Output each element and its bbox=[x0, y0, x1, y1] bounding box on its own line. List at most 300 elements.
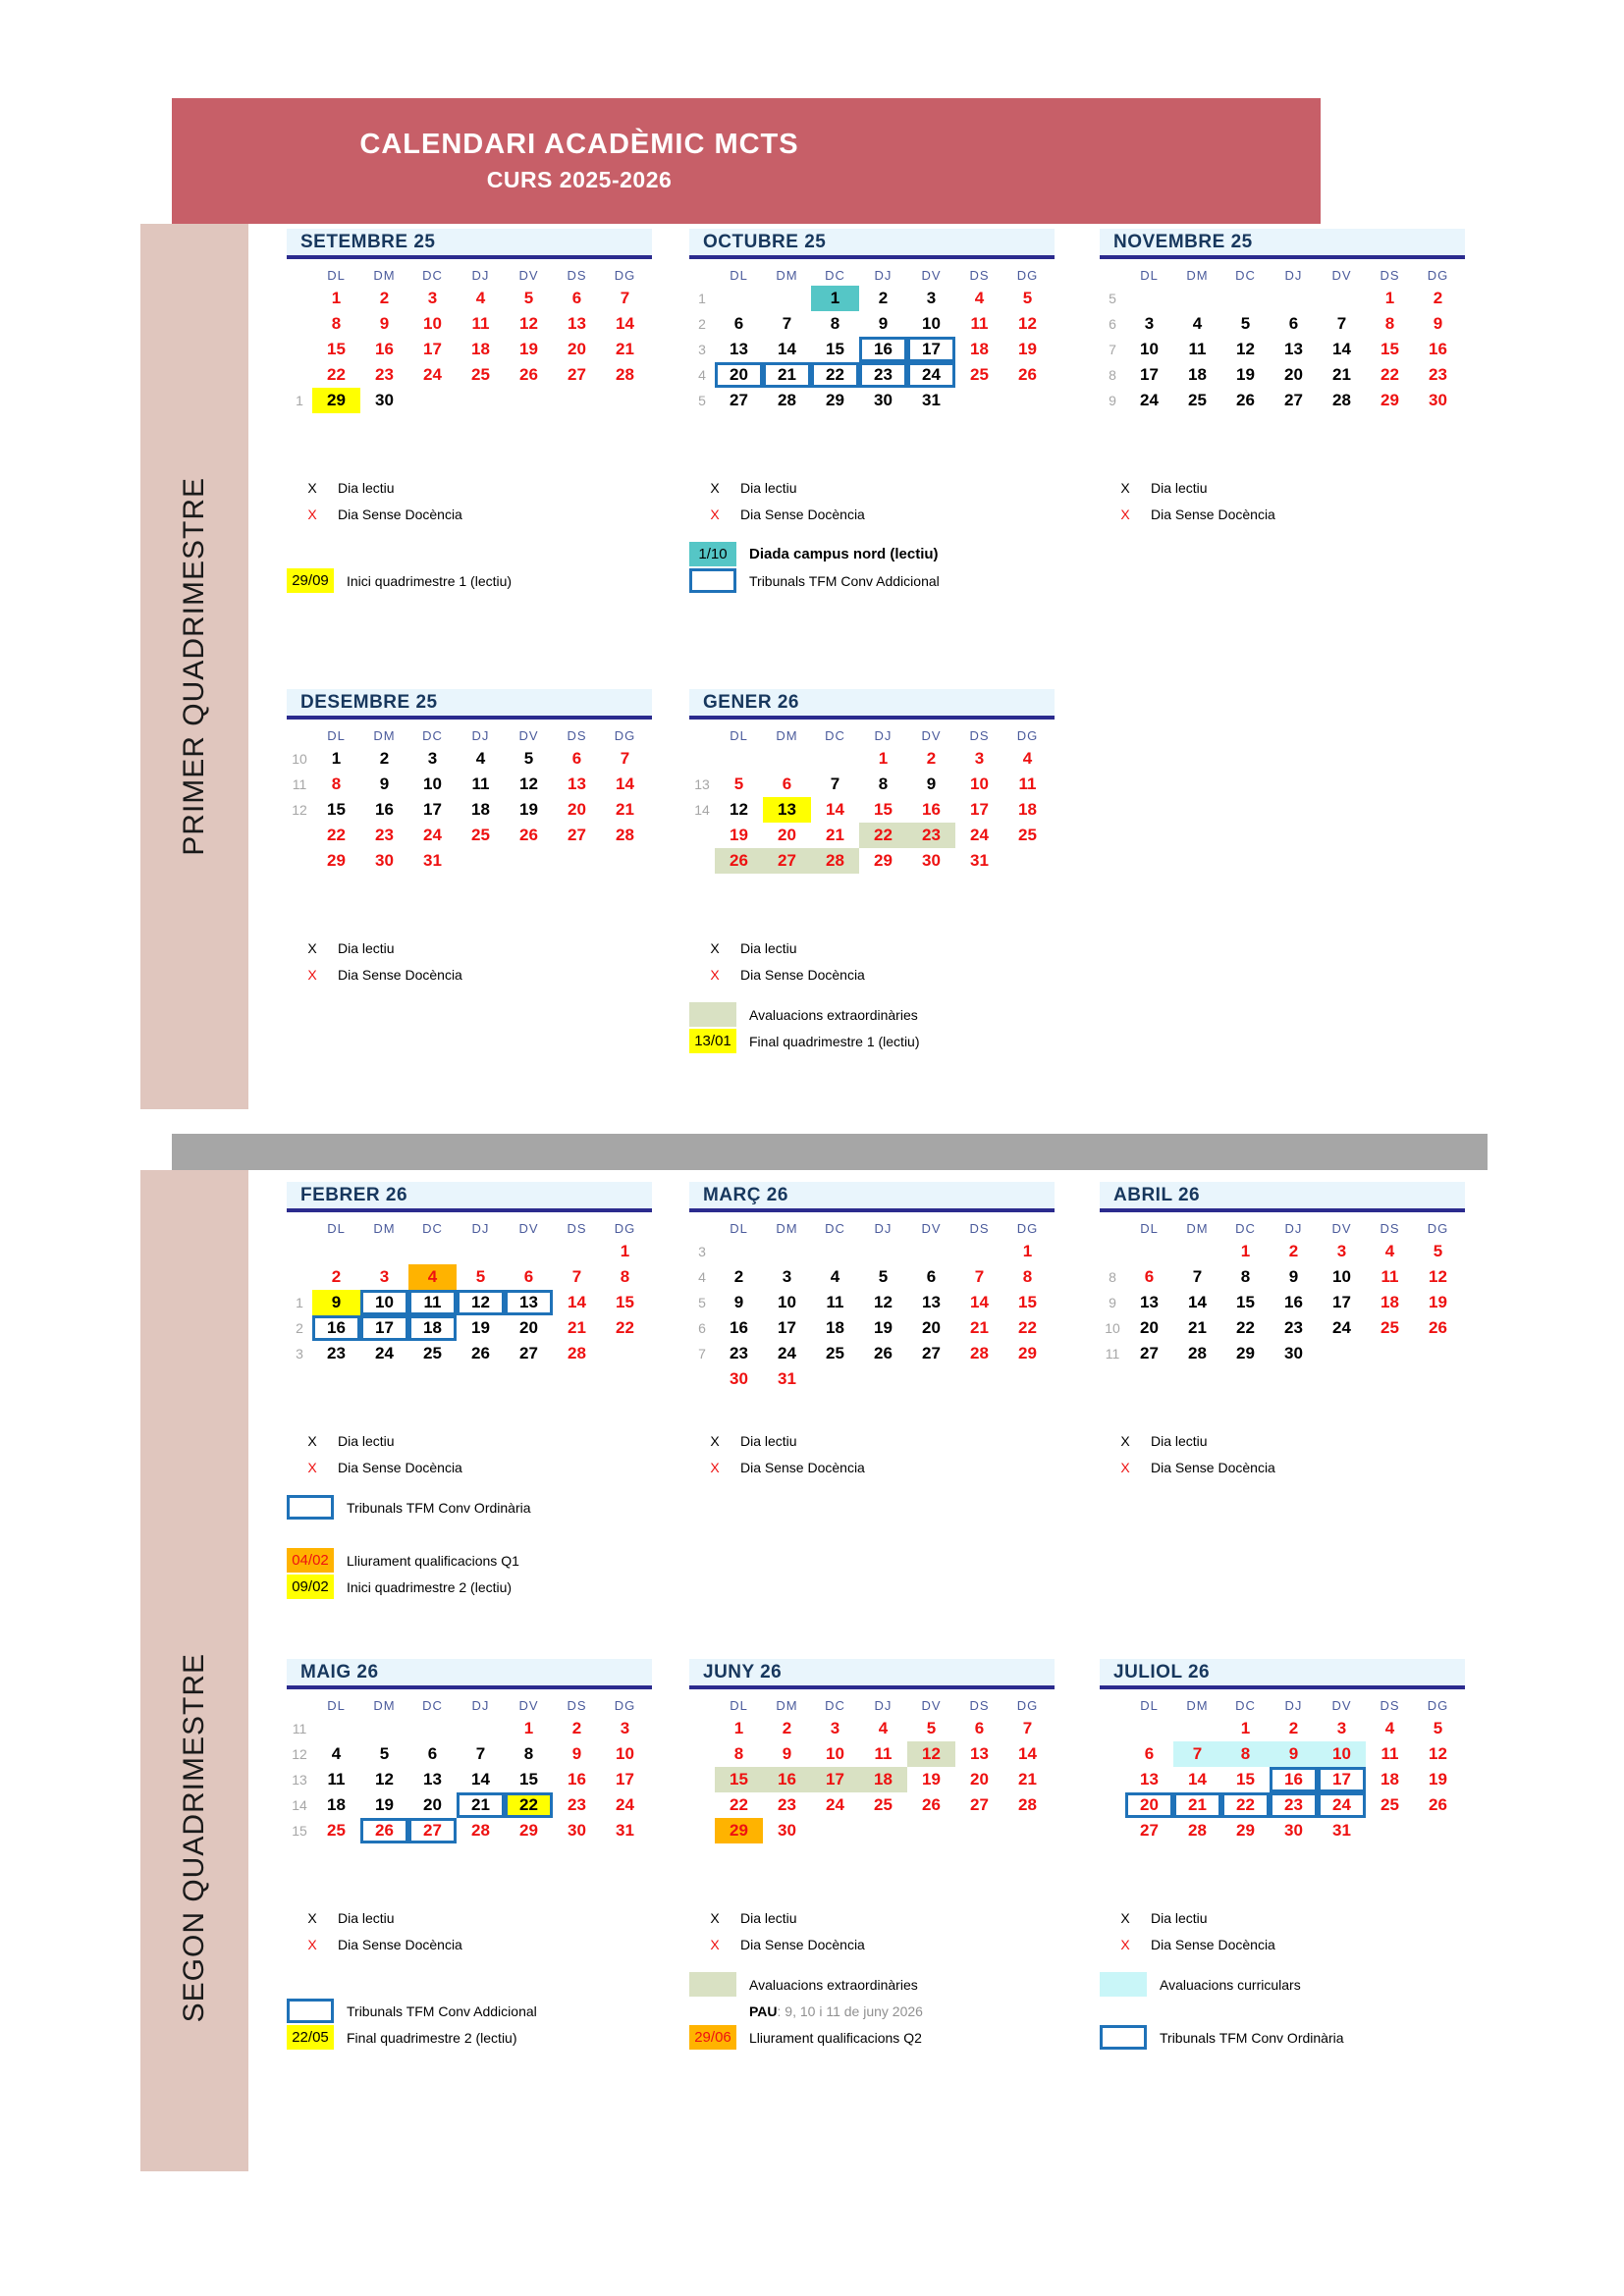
day-cell: 20 bbox=[568, 800, 586, 819]
week-number-cell bbox=[287, 848, 312, 874]
legend-label: Dia lectiu bbox=[338, 1432, 395, 1449]
legend-label: Dia lectiu bbox=[740, 939, 797, 956]
page-title: CALENDARI ACADÈMIC MCTS bbox=[359, 129, 799, 160]
day-cell: 23 bbox=[859, 362, 907, 388]
calendar-grid bbox=[287, 264, 649, 413]
day-cell: 4 bbox=[974, 289, 985, 307]
legend-extra-row bbox=[689, 1001, 918, 1028]
day-cell: 21 bbox=[970, 1318, 989, 1337]
lectiu-x-mark: X bbox=[307, 939, 317, 956]
weeknum-header-cell bbox=[1100, 1694, 1125, 1716]
day-cell: 23 bbox=[907, 823, 955, 848]
legend-extra-row bbox=[287, 1998, 537, 2024]
day-cell: 29 bbox=[1236, 1344, 1255, 1362]
day-cell bbox=[859, 1239, 907, 1264]
legend-row bbox=[689, 1904, 865, 1931]
weeknum-header-cell bbox=[689, 264, 715, 286]
week-row bbox=[287, 1315, 649, 1341]
week-number-cell bbox=[689, 848, 715, 874]
legend-swatch-green bbox=[689, 1002, 736, 1027]
week-row bbox=[689, 1716, 1052, 1741]
day-cell: 5 bbox=[379, 1744, 390, 1763]
week-number-cell bbox=[287, 311, 312, 337]
day-cell bbox=[907, 1818, 955, 1843]
week-row bbox=[1100, 311, 1462, 337]
legend-row bbox=[287, 934, 462, 961]
day-cell: 25 bbox=[423, 1344, 442, 1362]
day-cell: 26 bbox=[715, 848, 763, 874]
day-cell bbox=[763, 746, 811, 772]
weeknum-header-cell bbox=[689, 724, 715, 746]
day-cell: 8 bbox=[830, 314, 840, 333]
weekday-cell: DC bbox=[422, 1697, 443, 1713]
week-row bbox=[1100, 1792, 1462, 1818]
legend-row bbox=[1100, 1904, 1275, 1931]
day-cell bbox=[859, 1818, 907, 1843]
week-number-cell bbox=[689, 1366, 715, 1392]
day-cell: 24 bbox=[1332, 1318, 1351, 1337]
weekday-cell: DJ bbox=[874, 727, 893, 743]
day-cell: 31 bbox=[922, 391, 941, 409]
sense-docencia-x-mark: X bbox=[307, 1936, 317, 1952]
week-number-cell: 3 bbox=[698, 342, 706, 357]
day-cell: 27 bbox=[922, 1344, 941, 1362]
weekday-cell: DC bbox=[825, 1220, 845, 1236]
legend-swatch-bluebox bbox=[689, 568, 736, 593]
day-cell: 20 bbox=[1284, 365, 1303, 384]
legend-base bbox=[1100, 474, 1275, 527]
day-cell: 2 bbox=[379, 289, 390, 307]
weekday-cell: DS bbox=[969, 1697, 990, 1713]
weekday-cell: DJ bbox=[874, 1697, 893, 1713]
month-gener bbox=[689, 689, 1055, 1049]
legend-extra-label: Diada campus nord (lectiu) bbox=[749, 546, 939, 562]
day-cell: 1 bbox=[811, 286, 859, 311]
day-cell: 26 bbox=[922, 1795, 941, 1814]
day-cell: 15 bbox=[1236, 1770, 1255, 1789]
week-number-cell bbox=[287, 286, 312, 311]
legend-row bbox=[287, 1931, 462, 1957]
week-row bbox=[1100, 337, 1462, 362]
weekday-cell: DJ bbox=[1284, 1220, 1303, 1236]
legend-label: Dia Sense Docència bbox=[338, 1936, 462, 1952]
day-cell: 21 bbox=[568, 1318, 586, 1337]
day-cell: 5 bbox=[926, 1719, 937, 1737]
day-cell: 28 bbox=[616, 826, 634, 844]
weekday-cell: DS bbox=[969, 727, 990, 743]
weekday-cell: DJ bbox=[471, 1697, 490, 1713]
calendar-grid bbox=[287, 724, 649, 874]
weekday-cell: DM bbox=[1186, 267, 1209, 283]
calendar-grid bbox=[287, 1217, 649, 1366]
weekday-cell: DL bbox=[1140, 267, 1159, 283]
day-cell: 25 bbox=[970, 365, 989, 384]
day-cell: 22 bbox=[616, 1318, 634, 1337]
day-cell: 16 bbox=[763, 1767, 811, 1792]
day-cell: 4 bbox=[331, 1744, 342, 1763]
week-row bbox=[287, 1818, 649, 1843]
day-cell: 22 bbox=[1380, 365, 1399, 384]
week-number-cell: 5 bbox=[698, 393, 706, 408]
legend-base bbox=[1100, 1427, 1275, 1480]
weekday-cell: DM bbox=[776, 1220, 798, 1236]
day-cell: 7 bbox=[571, 1267, 582, 1286]
day-cell: 14 bbox=[1018, 1744, 1037, 1763]
week-number-cell: 11 bbox=[292, 776, 307, 792]
week-row bbox=[287, 797, 649, 823]
week-number-cell: 11 bbox=[1105, 1346, 1120, 1362]
day-cell: 6 bbox=[523, 1267, 534, 1286]
weeknum-header-cell bbox=[287, 724, 312, 746]
day-cell: 6 bbox=[571, 289, 582, 307]
week-row bbox=[689, 746, 1052, 772]
legend-row bbox=[1100, 501, 1275, 527]
legend-swatch-bluebox bbox=[1100, 2025, 1147, 2050]
legend-extra-row bbox=[287, 2024, 517, 2051]
day-cell: 3 bbox=[1336, 1242, 1347, 1260]
lectiu-x-mark: X bbox=[307, 479, 317, 496]
day-cell: 14 bbox=[970, 1293, 989, 1311]
week-row bbox=[287, 1341, 649, 1366]
legend-extra-row bbox=[689, 567, 940, 594]
week-number-cell: 8 bbox=[1109, 367, 1116, 383]
weekday-cell: DG bbox=[614, 267, 636, 283]
month-maig bbox=[287, 1659, 652, 2046]
weeknum-header-cell bbox=[287, 1217, 312, 1239]
legend-swatch-yellow: 22/05 bbox=[287, 2025, 334, 2050]
day-cell: 24 bbox=[375, 1344, 394, 1362]
day-cell: 1 bbox=[1022, 1242, 1033, 1260]
day-cell: 16 bbox=[730, 1318, 748, 1337]
lectiu-x-mark: X bbox=[710, 1432, 720, 1449]
day-cell: 8 bbox=[620, 1267, 630, 1286]
day-cell: 11 bbox=[1018, 774, 1037, 793]
day-cell: 17 bbox=[907, 337, 955, 362]
week-number-cell: 11 bbox=[292, 1721, 307, 1736]
weekday-cell: DL bbox=[730, 1220, 748, 1236]
day-cell: 8 bbox=[1022, 1267, 1033, 1286]
week-number-cell bbox=[689, 1818, 715, 1843]
weekday-cell: DS bbox=[567, 1697, 587, 1713]
month-title: MAIG 26 bbox=[287, 1659, 652, 1689]
day-cell: 8 bbox=[331, 774, 342, 793]
legend-swatch-cyan bbox=[1100, 1972, 1147, 1997]
weekday-header-row bbox=[689, 264, 1052, 286]
day-cell: 3 bbox=[1144, 314, 1155, 333]
weekday-header-row bbox=[1100, 1694, 1462, 1716]
weekday-cell: DV bbox=[921, 727, 942, 743]
day-cell: 24 bbox=[826, 1795, 844, 1814]
day-cell: 12 bbox=[1429, 1267, 1447, 1286]
day-cell: 24 bbox=[616, 1795, 634, 1814]
weekday-cell: DS bbox=[969, 267, 990, 283]
day-cell: 16 bbox=[1284, 1293, 1303, 1311]
legend-extra-row bbox=[689, 1028, 920, 1054]
day-cell: 22 bbox=[1221, 1792, 1270, 1818]
day-cell: 8 bbox=[1384, 314, 1395, 333]
day-cell: 5 bbox=[475, 1267, 486, 1286]
lectiu-x-mark: X bbox=[1120, 1432, 1130, 1449]
day-cell: 4 bbox=[878, 1719, 889, 1737]
day-cell bbox=[907, 1366, 955, 1392]
weekday-cell: DV bbox=[921, 267, 942, 283]
lectiu-x-mark: X bbox=[1120, 479, 1130, 496]
day-cell: 9 bbox=[926, 774, 937, 793]
week-number-cell bbox=[287, 337, 312, 362]
day-cell: 30 bbox=[874, 391, 893, 409]
week-row bbox=[689, 797, 1052, 823]
weeknum-header-cell bbox=[287, 264, 312, 286]
day-cell: 10 bbox=[423, 774, 442, 793]
weekday-cell: DM bbox=[776, 1697, 798, 1713]
day-cell: 30 bbox=[778, 1821, 796, 1840]
week-row bbox=[1100, 1341, 1462, 1366]
day-cell: 24 bbox=[970, 826, 989, 844]
day-cell: 16 bbox=[859, 337, 907, 362]
legend-extra-label: Tribunals TFM Conv Ordinària bbox=[1160, 2029, 1344, 2046]
day-cell bbox=[811, 746, 859, 772]
week-row bbox=[287, 286, 649, 311]
weekday-cell: DM bbox=[373, 1220, 396, 1236]
week-row bbox=[1100, 1741, 1462, 1767]
day-cell: 31 bbox=[423, 851, 442, 870]
weekday-cell: DM bbox=[776, 727, 798, 743]
week-number-cell: 14 bbox=[292, 1797, 307, 1813]
weekday-cell: DL bbox=[730, 1697, 748, 1713]
weekday-cell: DC bbox=[422, 1220, 443, 1236]
day-cell: 18 bbox=[327, 1795, 346, 1814]
day-cell: 16 bbox=[375, 340, 394, 358]
legend-extra-label: Final quadrimestre 1 (lectiu) bbox=[749, 1033, 920, 1049]
page-subtitle: CURS 2025-2026 bbox=[486, 167, 673, 192]
week-number-cell bbox=[287, 1264, 312, 1290]
week-number-cell: 9 bbox=[1109, 1295, 1116, 1310]
day-cell: 31 bbox=[970, 851, 989, 870]
week-row bbox=[287, 1716, 649, 1741]
day-cell: 13 bbox=[505, 1290, 553, 1315]
day-cell: 5 bbox=[1022, 289, 1033, 307]
sense-docencia-x-mark: X bbox=[307, 966, 317, 983]
day-cell: 6 bbox=[571, 749, 582, 768]
calendar-grid bbox=[287, 1694, 649, 1843]
day-cell: 9 bbox=[571, 1744, 582, 1763]
legend-base bbox=[689, 934, 865, 988]
month-setembre bbox=[287, 229, 652, 589]
day-cell bbox=[457, 848, 505, 874]
week-row bbox=[689, 1366, 1052, 1392]
day-cell: 20 bbox=[519, 1318, 538, 1337]
day-cell: 19 bbox=[471, 1318, 490, 1337]
day-cell: 30 bbox=[922, 851, 941, 870]
day-cell: 27 bbox=[519, 1344, 538, 1362]
day-cell bbox=[955, 1366, 1003, 1392]
legend-row bbox=[287, 961, 462, 988]
week-number-cell: 4 bbox=[698, 1269, 706, 1285]
day-cell: 3 bbox=[1336, 1719, 1347, 1737]
day-cell: 29 bbox=[1236, 1821, 1255, 1840]
legend-row bbox=[689, 474, 865, 501]
legend-label: Dia lectiu bbox=[1151, 479, 1208, 496]
day-cell: 26 bbox=[360, 1818, 408, 1843]
day-cell bbox=[1173, 286, 1221, 311]
weekday-cell: DS bbox=[567, 1220, 587, 1236]
day-cell: 10 bbox=[616, 1744, 634, 1763]
sense-docencia-x-mark: X bbox=[1120, 1936, 1130, 1952]
day-cell: 1 bbox=[331, 289, 342, 307]
weekday-cell: DG bbox=[1427, 1697, 1449, 1713]
day-cell: 15 bbox=[1018, 1293, 1037, 1311]
day-cell: 6 bbox=[733, 314, 744, 333]
day-cell: 21 bbox=[616, 800, 634, 819]
week-number-cell: 3 bbox=[698, 1244, 706, 1259]
legend-swatch-yellow: 13/01 bbox=[689, 1029, 736, 1053]
week-number-cell: 15 bbox=[292, 1823, 307, 1839]
day-cell: 7 bbox=[782, 314, 792, 333]
legend-swatch-green bbox=[689, 1972, 736, 1997]
day-cell bbox=[1414, 1341, 1462, 1366]
day-cell: 18 bbox=[859, 1767, 907, 1792]
week-number-cell bbox=[689, 1716, 715, 1741]
week-row bbox=[689, 388, 1052, 413]
day-cell: 11 bbox=[826, 1293, 844, 1311]
week-number-cell: 14 bbox=[694, 802, 710, 818]
week-row bbox=[287, 311, 649, 337]
day-cell: 19 bbox=[519, 340, 538, 358]
weekday-cell: DC bbox=[1235, 1697, 1256, 1713]
day-cell: 7 bbox=[1173, 1741, 1221, 1767]
day-cell: 7 bbox=[1022, 1719, 1033, 1737]
day-cell: 28 bbox=[1188, 1344, 1207, 1362]
sense-docencia-x-mark: X bbox=[710, 966, 720, 983]
day-cell: 12 bbox=[730, 800, 748, 819]
legend-label: Dia Sense Docència bbox=[740, 506, 865, 522]
weekday-cell: DV bbox=[518, 1697, 539, 1713]
day-cell: 27 bbox=[763, 848, 811, 874]
calendar-grid bbox=[689, 264, 1052, 413]
legend-label: Dia Sense Docència bbox=[1151, 1936, 1275, 1952]
day-cell bbox=[1414, 1818, 1462, 1843]
day-cell: 5 bbox=[733, 774, 744, 793]
day-cell: 2 bbox=[379, 749, 390, 768]
week-number-cell: 6 bbox=[1109, 316, 1116, 332]
legend-label: Dia lectiu bbox=[338, 1909, 395, 1926]
day-cell: 24 bbox=[778, 1344, 796, 1362]
day-cell: 14 bbox=[616, 314, 634, 333]
day-cell: 10 bbox=[1140, 340, 1159, 358]
legend-row bbox=[287, 1904, 462, 1931]
day-cell bbox=[715, 746, 763, 772]
legend-base bbox=[287, 934, 462, 988]
day-cell: 28 bbox=[811, 848, 859, 874]
day-cell: 20 bbox=[423, 1795, 442, 1814]
day-cell: 23 bbox=[375, 826, 394, 844]
week-number-cell: 2 bbox=[698, 316, 706, 332]
day-cell: 15 bbox=[874, 800, 893, 819]
week-number-cell: 13 bbox=[292, 1772, 307, 1788]
legend-extra-label: PAU: 9, 10 i 11 de juny 2026 bbox=[749, 2002, 923, 2019]
day-cell: 18 bbox=[408, 1315, 457, 1341]
day-cell: 7 bbox=[830, 774, 840, 793]
day-cell: 13 bbox=[1284, 340, 1303, 358]
day-cell: 21 bbox=[457, 1792, 505, 1818]
weekday-cell: DM bbox=[373, 727, 396, 743]
day-cell: 1 bbox=[620, 1242, 630, 1260]
day-cell: 4 bbox=[830, 1267, 840, 1286]
week-row bbox=[287, 1792, 649, 1818]
day-cell: 1 bbox=[733, 1719, 744, 1737]
week-row bbox=[689, 1818, 1052, 1843]
quadrimester-2-label: SEGON QUADRIMESTRE bbox=[178, 1652, 210, 2023]
day-cell: 20 bbox=[568, 340, 586, 358]
legend-base bbox=[689, 1904, 865, 1957]
week-number-cell: 6 bbox=[698, 1320, 706, 1336]
day-cell: 17 bbox=[970, 800, 989, 819]
day-cell: 26 bbox=[1429, 1318, 1447, 1337]
day-cell: 30 bbox=[375, 851, 394, 870]
quadrimester-band-1 bbox=[140, 224, 248, 1109]
day-cell: 21 bbox=[826, 826, 844, 844]
day-cell bbox=[1125, 286, 1173, 311]
weekday-cell: DL bbox=[1140, 1220, 1159, 1236]
day-cell: 14 bbox=[616, 774, 634, 793]
legend-extra-row bbox=[287, 567, 512, 594]
legend-row bbox=[1100, 1427, 1275, 1454]
lectiu-x-mark: X bbox=[710, 1909, 720, 1926]
day-cell: 24 bbox=[1140, 391, 1159, 409]
weeknum-header-cell bbox=[1100, 264, 1125, 286]
day-cell: 3 bbox=[782, 1267, 792, 1286]
legend-row bbox=[287, 474, 462, 501]
legend-base bbox=[1100, 1904, 1275, 1957]
day-cell: 2 bbox=[331, 1267, 342, 1286]
week-number-cell bbox=[689, 1741, 715, 1767]
day-cell: 25 bbox=[1380, 1795, 1399, 1814]
day-cell: 31 bbox=[1332, 1821, 1351, 1840]
day-cell: 18 bbox=[970, 340, 989, 358]
day-cell: 9 bbox=[379, 314, 390, 333]
day-cell: 29 bbox=[312, 388, 360, 413]
day-cell: 30 bbox=[568, 1821, 586, 1840]
legend-label: Dia lectiu bbox=[740, 479, 797, 496]
month-juny bbox=[689, 1659, 1055, 2046]
day-cell: 6 bbox=[1288, 314, 1299, 333]
weekday-cell: DL bbox=[730, 267, 748, 283]
legend-label: Dia Sense Docència bbox=[740, 966, 865, 983]
day-cell: 11 bbox=[408, 1290, 457, 1315]
day-cell: 9 bbox=[782, 1744, 792, 1763]
month-febrer bbox=[287, 1182, 652, 1595]
week-number-cell: 1 bbox=[296, 393, 303, 408]
day-cell: 19 bbox=[519, 800, 538, 819]
day-cell: 11 bbox=[1188, 340, 1207, 358]
weekday-cell: DS bbox=[1380, 267, 1400, 283]
weekday-cell: DC bbox=[422, 727, 443, 743]
month-juliol bbox=[1100, 1659, 1465, 2046]
legend-extra-row bbox=[689, 1998, 923, 2024]
day-cell: 22 bbox=[811, 362, 859, 388]
day-cell: 13 bbox=[730, 340, 748, 358]
legend-extra-row bbox=[689, 1971, 918, 1998]
day-cell bbox=[505, 848, 553, 874]
day-cell: 4 bbox=[408, 1264, 457, 1290]
weekday-header-row bbox=[689, 1694, 1052, 1716]
legend-row bbox=[689, 1931, 865, 1957]
day-cell: 22 bbox=[1236, 1318, 1255, 1337]
day-cell: 27 bbox=[1140, 1344, 1159, 1362]
weekday-cell: DJ bbox=[471, 727, 490, 743]
day-cell: 18 bbox=[471, 340, 490, 358]
week-number-cell: 12 bbox=[292, 1746, 307, 1762]
